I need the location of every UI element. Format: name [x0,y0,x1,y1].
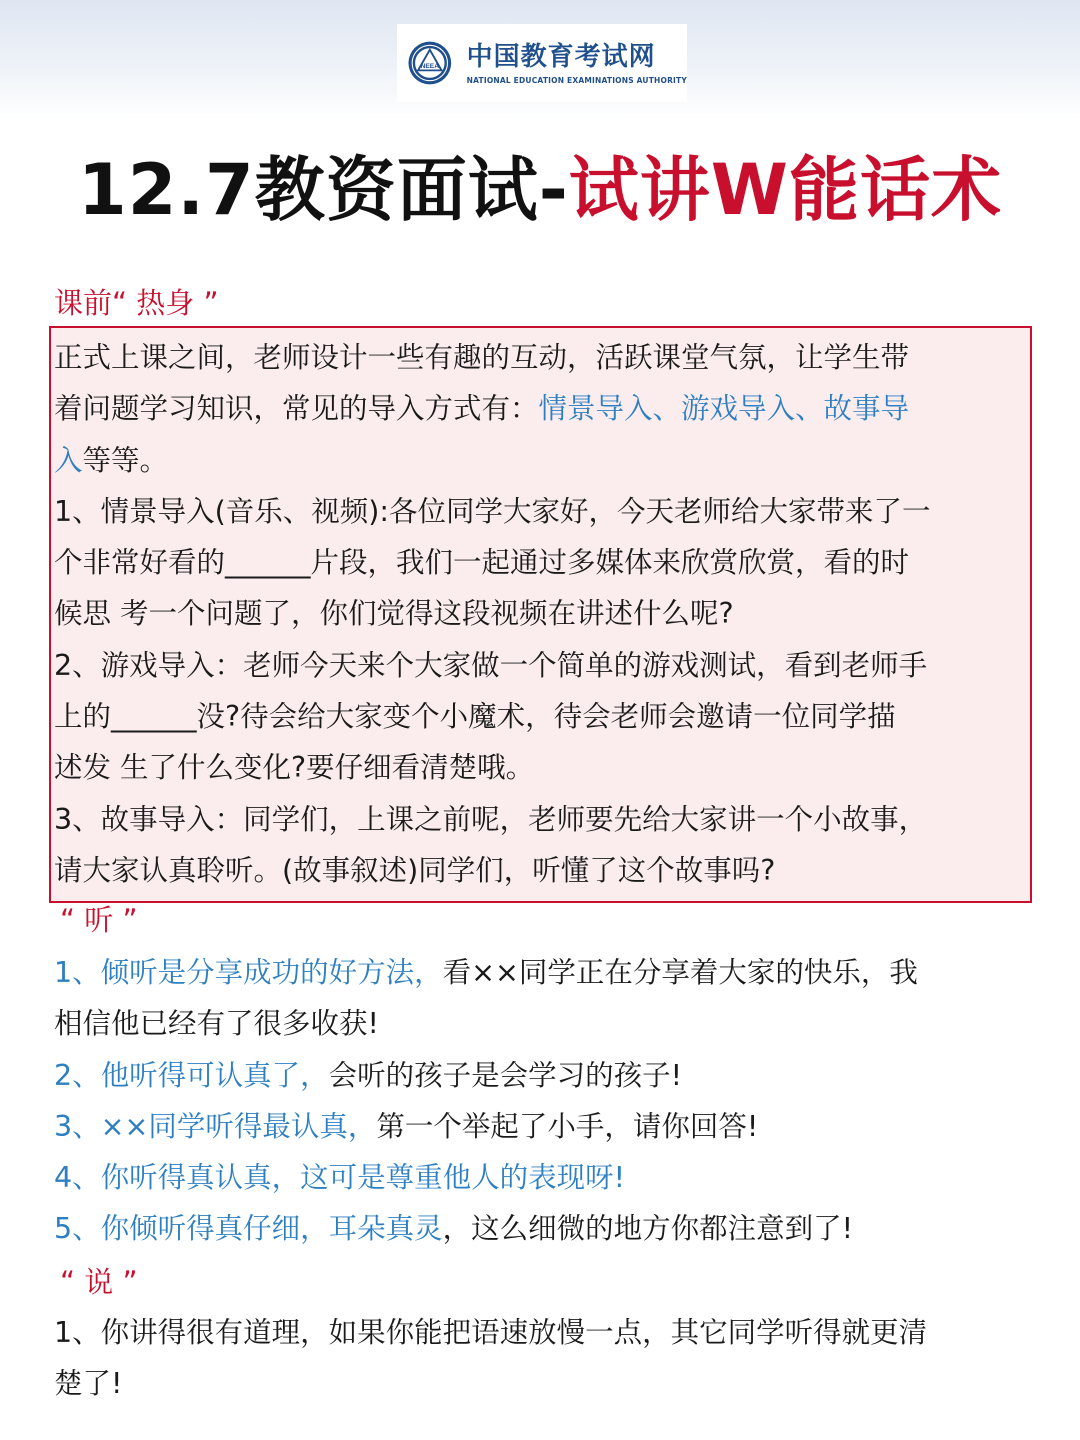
text-line [54,947,1029,998]
body-text: 会听的孩子是会学习的孩子! [328,1058,683,1092]
text-line [54,998,1029,1049]
text-line [54,435,1029,486]
body-text: 1、你讲得很有道理，如果你能把语速放慢一点，其它同学听得就更清 [54,1316,928,1349]
body-text: ，这么细微的地方你都注意到了! [442,1212,854,1246]
highlight-text: 入 [54,443,83,477]
highlight-text: 3、××同学听得最认真， [54,1109,377,1143]
text-line [54,383,1029,434]
text-line [54,845,1029,896]
body-text: 候思 考一个问题了，你们觉得这段视频在讲述什么呢? [54,597,734,631]
text-line [54,486,1029,537]
text-line [54,588,1029,639]
text-line [54,332,1029,383]
text-line [54,1050,1029,1101]
warmup-heading: 课前“ 热身 ” [54,286,219,320]
speak-paragraph [54,1307,1029,1410]
body-text: 第一个举起了小手，请你回答! [376,1109,759,1143]
body-text: 楚了! [54,1367,123,1401]
listen-heading: “ 听 ” [60,903,138,937]
highlight-text: 4、你听得真认真，这可是尊重他人的表现呀! [54,1161,626,1195]
text-line [54,640,1029,691]
body-text: 1、情景导入(音乐、视频):各位同学大家好，今天老师给大家带来了一 [54,494,931,528]
body-text: 个非常好看的______片段，我们一起通过多媒体来欣赏欣赏，看的时 [54,546,910,580]
text-line [54,1358,1029,1409]
highlight-text: 5、你倾听得真仔细，耳朵真灵 [54,1212,443,1246]
neea-emblem-icon [407,32,453,94]
highlight-text: 2、他听得可认真了， [54,1058,329,1092]
text-line [54,1152,1029,1203]
site-logo[interactable] [397,24,687,102]
text-line [54,742,1029,793]
body-text: 述发 生了什么变化?要仔细看清楚哦。 [54,751,535,785]
speak-heading: “ 说 ” [60,1265,138,1299]
body-text: 等等。 [82,443,169,477]
title-part-black: 12.7教资面试- [78,149,569,231]
text-line [54,1101,1029,1152]
text-line [54,794,1029,845]
body-text: 上的______没?待会给大家变个小魔术，待会老师会邀请一位同学描 [54,700,896,734]
body-text: 2、游戏导入：老师今天来个大家做一个简单的游戏测试，看到老师手 [54,648,928,682]
body-text: 正式上课之间，老师设计一些有趣的互动，活跃课堂气氛，让学生带 [54,341,910,374]
logo-chinese-text: 中国教育考试网 [466,41,656,72]
body-text: 相信他已经有了很多收获! [54,1007,379,1041]
emblem-text: NEEA [420,63,439,71]
body-text: 请大家认真聆听。(故事叙述)同学们，听懂了这个故事吗? [54,853,776,887]
body-text: 3、故事导入：同学们，上课之前呢，老师要先给大家讲一个小故事， [54,802,928,836]
title-part-red: 试讲W能话术 [568,149,1002,231]
text-line [54,691,1029,742]
text-line [54,1203,1029,1254]
highlight-text: 情景导入、游戏导入、故事导 [538,392,910,426]
warmup-paragraph [54,332,1029,896]
highlight-text: 1、倾听是分享成功的好方法， [54,956,443,989]
page-title [0,140,1080,240]
text-line [54,537,1029,588]
text-line [54,1307,1029,1358]
body-text: 着问题学习知识，常见的导入方式有： [54,392,539,426]
listen-paragraph [54,947,1029,1255]
logo-english-text: NATIONAL EDUCATION EXAMINATIONS AUTHORITY [466,75,687,85]
body-text: 看××同学正在分享着大家的快乐，我 [442,956,918,989]
